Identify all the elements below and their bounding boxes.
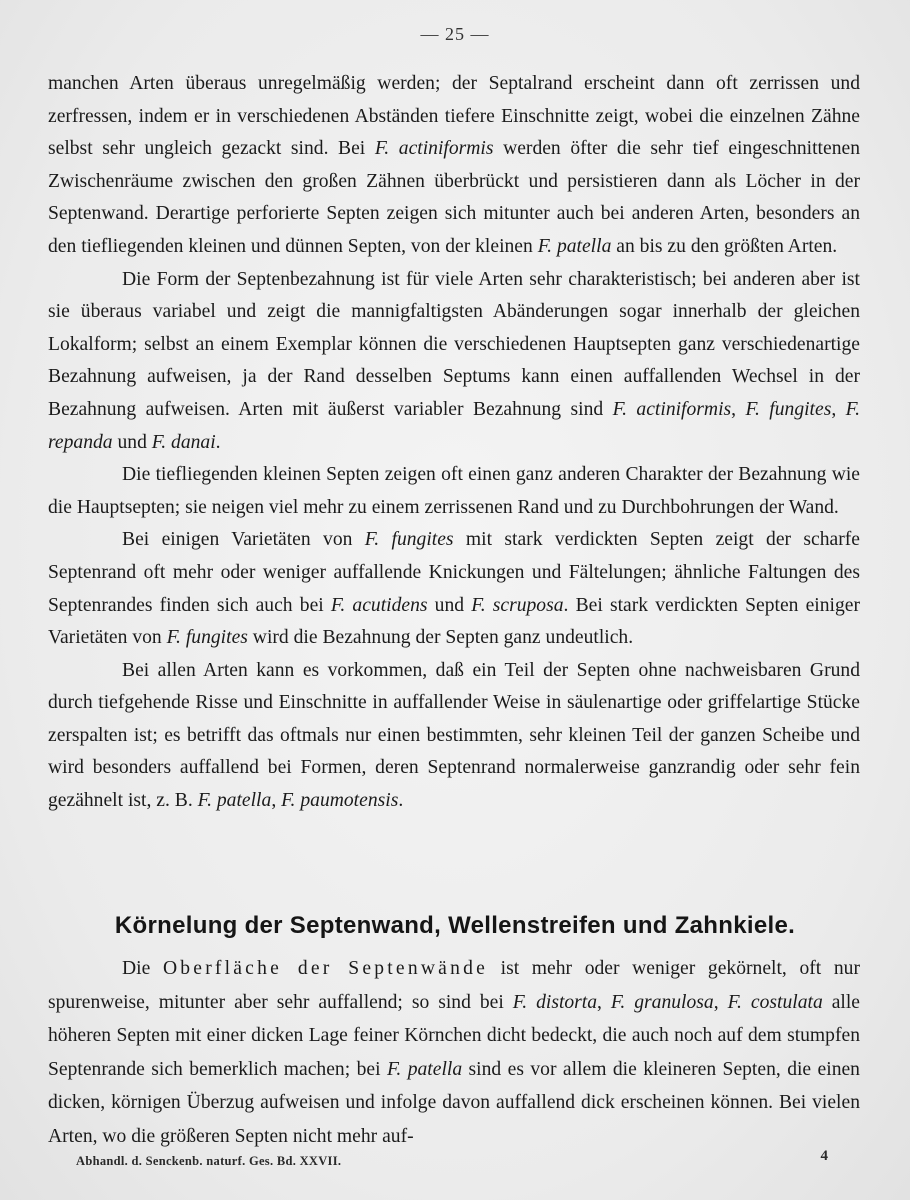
species-name: F. fungites xyxy=(166,627,248,649)
section-text xyxy=(48,952,860,1154)
species-name: F. actiniformis xyxy=(374,138,494,160)
species-name: F. granulosa xyxy=(610,991,714,1013)
paragraph: manchen Arten überaus unregelmäßig werden; der Septalrand erscheint dann oft zerrissen und zerfressen, indem er in verschiedenen Abständen tiefere Einschnitte zeigt, wobei die einzelnen Zähne selbst sehr ungleich gezackt sind. Bei F. actiniformis werden öfter die sehr tief eingeschnittenen Zwischenräume zwischen den großen Zähnen überbrückt und persistieren dann als Löcher in der Septenwand. Derartige perforierte Septen zeigen sich mitunter auch bei anderen Arten, besonders an den tiefliegenden kleinen und dünnen Septen, von der kleinen F. patella an bis zu den größten Arten. xyxy=(48,73,860,257)
species-name: F. fungites xyxy=(364,529,454,551)
species-name: F. danai xyxy=(151,431,216,453)
footer-citation: Abhandl. d. Senckenb. naturf. Ges. Bd. XXVII. xyxy=(76,1154,342,1168)
section-paragraph: Die Oberfläche der Septenwände ist mehr oder weniger gekörnelt, oft nur spurenweise, mitunter aber sehr auffallend; so sind bei F. distorta, F. granulosa, F. costulata alle höheren Septen mit einer dicken Lage feiner Körnchen dicht bedeckt, die auch noch auf dem stumpfen Septenrande sich bemerklich machen; bei F. patella sind es vor allem die kleineren Septen, die einen dicken, körnigen Überzug aufweisen und infolge davon auffallend dick erscheinen können. Bei vielen Arten, wo die größeren Septen nicht mehr auf- xyxy=(48,958,860,1147)
paragraph: Die tiefliegenden kleinen Septen zeigen oft einen ganz anderen Charakter der Bezahnung wie die Hauptsepten; sie neigen viel mehr zu einem zerrissenen Rand und zu Durchbohrungen der Wand. xyxy=(48,464,860,518)
species-name: F. costulata xyxy=(727,991,823,1013)
species-name: F. repanda xyxy=(48,398,861,453)
paragraph: Bei allen Arten kann es vorkommen, daß ein Teil der Septen ohne nachweisbaren Grund durch tiefgehende Risse und Einschnitte in auffallender Weise in säulenartige oder griffelartige Stücke zerspalten ist; es betrifft das oftmals nur einen bestimmten, sehr kleinen Teil der ganzen Scheibe und wird besonders auffallend bei Formen, deren Septenrand normalerweise ganzrandig oder sehr fein gezähnelt ist, z. B. F. patella, F. paumotensis. xyxy=(48,659,860,812)
signature-mark: 4 xyxy=(820,1148,828,1164)
species-name: F. paumotensis xyxy=(281,790,399,812)
species-name: F. actiniformis xyxy=(612,398,732,420)
species-name: F. patella xyxy=(197,790,272,812)
page-number: — 25 — xyxy=(420,24,490,44)
species-name: F. fungites xyxy=(745,398,832,420)
paragraph: Die Form der Septenbezahnung ist für viele Arten sehr charakteristisch; bei anderen aber ist sie überaus variabel und zeigt die mannigfaltigsten Abänderungen sogar innerhalb der gleichen Lokalform; selbst an einem Exemplar können die verschiedenen Hauptsepten ganz verschiedenartige Bezahnung aufweisen, ja der Rand desselben Septums kann einen auffallenden Wechsel in der Bezahnung aufweisen. Arten mit äußerst variabler Bezahnung sind F. actiniformis, F. fungites, F. repanda und F. danai. xyxy=(48,268,861,453)
species-name: F. distorta xyxy=(512,991,598,1013)
species-name: F. scruposa xyxy=(471,594,564,616)
paragraph: Bei einigen Varietäten von F. fungites mit stark verdickten Septen zeigt der scharfe Septenrand oft mehr oder weniger auffallende Knickungen und Fältelungen; ähnliche Faltungen des Septenrandes finden sich auch bei F. acutidens und F. scruposa. Bei stark verdickten Septen einiger Varietäten von F. fungites wird die Bezahnung der Septen ganz undeutlich. xyxy=(48,529,861,649)
species-name: F. patella xyxy=(537,235,612,257)
species-name: F. acutidens xyxy=(330,594,428,616)
section-heading: Körnelung der Septenwand, Wellenstreifen und Zahnkiele. xyxy=(114,912,796,939)
main-text xyxy=(48,68,860,818)
emphasized-term: Oberfläche der Septenwände xyxy=(162,958,488,979)
species-name: F. patella xyxy=(386,1058,463,1080)
